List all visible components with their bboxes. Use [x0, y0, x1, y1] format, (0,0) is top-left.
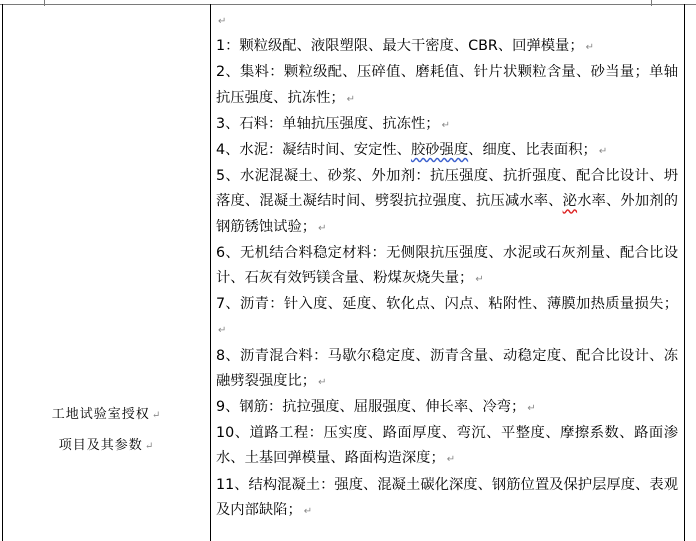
grammar-flagged-text: 胶砂强度: [410, 142, 469, 159]
table-top-border: [0, 4, 696, 5]
table-column-divider: [210, 4, 211, 541]
row-label-cell: [3, 400, 210, 462]
parameter-item: [216, 344, 678, 395]
parameter-item: [216, 473, 678, 524]
paragraph-mark-icon: ↵: [475, 274, 484, 286]
paragraph-mark-icon: ↵: [318, 376, 327, 388]
parameter-text: 9、钢筋：抗拉强度、屈服强度、伸长率、冷弯；: [216, 399, 526, 416]
parameter-text: 5、水泥混凝土、砂浆、外加剂：抗压强度、抗折强度、配合比设计、坍落度、混凝土凝结时间、劈裂抗拉强度、抗压减水率、: [216, 168, 678, 210]
row-label-text: 项目及其参数: [58, 438, 143, 453]
parameters-cell: [216, 8, 678, 524]
paragraph-mark-icon: ↵: [446, 454, 456, 466]
parameter-item: [216, 421, 678, 472]
table-right-border: [684, 4, 685, 541]
paragraph-mark-icon: ↵: [346, 93, 356, 105]
parameter-item: [216, 292, 678, 343]
paragraph-mark-icon: ↵: [218, 16, 227, 27]
paragraph-mark-icon: ↵: [218, 325, 227, 337]
parameter-item: [216, 241, 678, 292]
parameter-text: 6、无机结合料稳定材料：无侧限抗压强度、水泥或石灰剂量、配合比设计、石灰有效钙镁含量、粉煤灰烧失量；: [216, 244, 678, 287]
parameter-text: 4、水泥：凝结时间、安定性、: [216, 142, 411, 159]
parameter-text: 、细度、比表面积；: [468, 142, 597, 159]
parameter-text: 2、集料：颗粒级配、压碎值、磨耗值、针片状颗粒含量、砂当量；单轴抗压强度、抗冻性；: [216, 64, 678, 106]
row-label-text: 工地试验室授权: [51, 407, 150, 422]
spelling-flagged-text: 泌: [562, 193, 578, 210]
parameter-text: 3、石料：单轴抗压强度、抗冻性；: [216, 115, 440, 132]
paragraph-mark-icon: ↵: [318, 222, 327, 234]
parameter-text: 7、沥青：针入度、延度、软化点、闪点、粘附性、薄膜加热质量损失；: [216, 296, 678, 313]
parameter-item: [216, 164, 678, 241]
paragraph-mark-icon: ↵: [303, 505, 313, 517]
parameter-item: [216, 34, 678, 60]
parameter-text: 10、道路工程：压实度、路面厚度、弯沉、平整度、摩擦系数、路面渗水、土基回弹模量、路面构造深度；: [216, 425, 678, 467]
paragraph-mark-icon: ↵: [585, 42, 595, 54]
parameter-item: [216, 395, 678, 421]
paragraph-mark-icon: ↵: [527, 403, 536, 415]
parameter-item: [216, 60, 678, 111]
parameter-text: 8、沥青混合料：马歇尔稳定度、沥青含量、动稳定度、配合比设计、冻融劈裂强度比；: [216, 347, 678, 389]
row-label-line: [3, 431, 210, 462]
empty-paragraph: [216, 8, 678, 34]
paragraph-mark-icon: ↵: [598, 146, 608, 158]
parameter-item: [216, 138, 678, 164]
parameter-text: 1：颗粒级配、液限塑限、最大干密度、CBR、回弹模量；: [216, 38, 584, 55]
paragraph-mark-icon: ↵: [144, 441, 155, 452]
table-corner-mark: [651, 0, 652, 6]
paragraph-mark-icon: ↵: [151, 410, 162, 421]
row-label-line: [3, 400, 210, 431]
parameter-text: 11、结构混凝土：强度、混凝土碳化深度、钢筋位置及保护层厚度、表观及内部缺陷；: [216, 476, 678, 518]
parameter-text: 水率、外加剂的钢筋锈蚀试验；: [216, 193, 679, 235]
parameter-item: [216, 112, 678, 138]
paragraph-mark-icon: ↵: [441, 119, 450, 131]
table-corner-mark: [44, 0, 45, 6]
